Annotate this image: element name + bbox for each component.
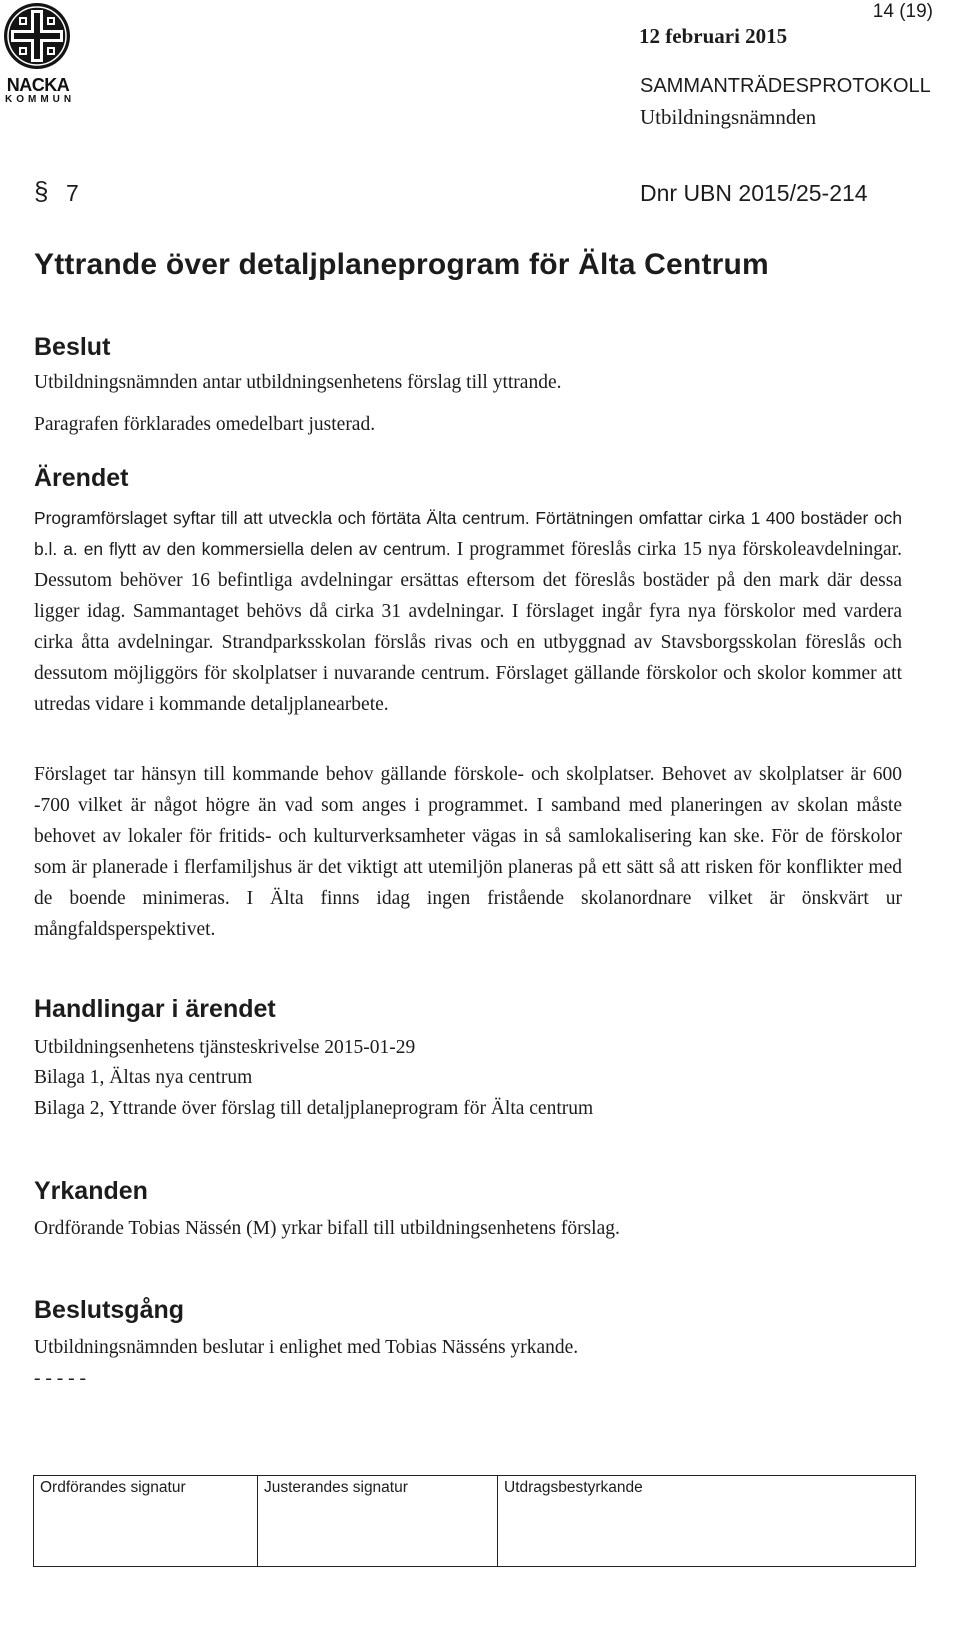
chair-signature-box [34,1476,258,1567]
extract-certification-box [498,1476,916,1567]
beslut-heading: Beslut [34,333,111,361]
beslutsgang-text: Utbildningsnämnden beslutar i enlighet med Tobias Nässéns yrkande. [34,1337,579,1358]
beslutsgang-heading: Beslutsgång [34,1296,185,1324]
handling-item: Utbildningsenhetens tjänsteskrivelse 2015-01-29 [34,1037,416,1058]
end-mark: - - - - - [34,1368,86,1389]
beslut-line: Paragrafen förklarades omedelbart justerad. [34,414,376,435]
arendet-heading: Ärendet [34,464,129,492]
yrkanden-text: Ordförande Tobias Nässén (M) yrkar bifall till utbildningsenhetens förslag. [34,1218,620,1239]
section-sign: § [34,176,49,206]
beslut-line: Utbildningsnämnden antar utbildningsenhetens förslag till yttrande. [34,372,562,393]
board-name: Utbildningsnämnden [640,105,817,129]
logo-subtitle: KOMMUN [5,94,76,105]
arendet-paragraph-1-sans: Programförslaget syftar till att utveckla och förtäta Älta centrum. Förtätningen omfattar cirka 1 400 bostäder och b.l. a. en flytt av den kommersiella delen av centrum. [34,508,902,559]
chair-signature-label: Ordförandes signatur [40,1479,186,1496]
protocol-title: SAMMANTRÄDESPROTOKOLL [640,75,931,97]
page-number: 14 (19) [872,1,933,22]
arendet-paragraph-1 [34,503,902,720]
extract-certification-label: Utdragsbestyrkande [504,1479,643,1496]
adjuster-signature-box [258,1476,498,1567]
yrkanden-heading: Yrkanden [34,1177,148,1205]
arendet-paragraph-2: Förslaget tar hänsyn till kommande behov gällande förskole- och skolplatser. Behovet av skolplatser är 600 -700 vilket är något högre än vad som anges i programmet. I samband med planeringen av skolan måste behovet av lokaler för fritids- och kulturverksamheter vägas in så samlokalisering kan ske. För de förskolor som är planerade i flerfamiljshus är det viktigt att utemiljön planeras på ett sätt så att risken för konflikter med de boende minimeras. I Älta finns idag ingen fristående skolanordnare vilket är önskvärt ur mångfaldsperspektivet. [34,764,902,940]
nacka-logo [2,2,74,105]
signature-table [33,1475,916,1567]
handling-item: Bilaga 1, Ältas nya centrum [34,1067,253,1088]
dnr-number: Dnr UBN 2015/25-214 [640,180,868,206]
handling-item: Bilaga 2, Yttrande över förslag till detaljplaneprogram för Älta centrum [34,1098,594,1119]
nacka-emblem-icon [2,2,72,70]
handlingar-heading: Handlingar i ärendet [34,995,276,1023]
document-title: Yttrande över detaljplaneprogram för Älta Centrum [34,248,769,281]
paragraph-number: 7 [66,180,79,206]
arendet-paragraph-1-serif: I programmet föreslås cirka 15 nya förskoleavdelningar. Dessutom behöver 16 befintliga avdelningar ersättas eftersom det föreslås bostäder på den mark där dessa ligger idag. Sammantaget behövs då cirka 31 avdelningar. I förslaget ingår fyra nya förskolor med vardera cirka åtta avdelningar. Strandparksskolan förslås rivas och en utbyggnad av Stavsborgsskolan föreslås och dessutom möjliggörs för skolplatser i nuvarande centrum. Förslaget gällande förskolor och skolor kommer att utredas vidare i kommande detaljplanearbete. [34,539,902,715]
logo-name: NACKA [6,75,70,95]
meeting-date: 12 februari 2015 [639,24,788,48]
adjuster-signature-label: Justerandes signatur [264,1479,408,1496]
